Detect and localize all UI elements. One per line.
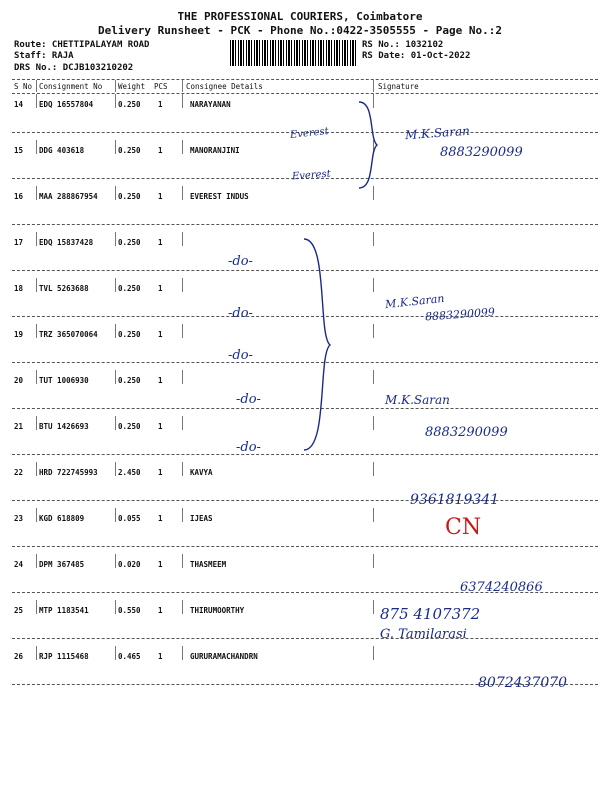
col-sno: S No bbox=[14, 82, 33, 91]
row-consignment-no: TVL 5263688 bbox=[39, 284, 89, 293]
col-divider bbox=[182, 370, 183, 384]
row-sno: 15 bbox=[14, 146, 24, 155]
col-divider bbox=[373, 278, 374, 292]
col-divider bbox=[373, 600, 374, 614]
col-divider bbox=[115, 370, 116, 384]
row-consignee: IJEAS bbox=[190, 514, 213, 523]
col-divider bbox=[373, 324, 374, 338]
handwritten-ditto: -do- bbox=[228, 348, 253, 363]
rs-number: RS No.: 1032102 bbox=[362, 40, 444, 50]
col-divider bbox=[182, 140, 183, 154]
col-divider bbox=[182, 186, 183, 200]
col-divider bbox=[373, 370, 374, 384]
col-divider bbox=[36, 324, 37, 338]
drs-number: DRS No.: DCJB103210202 bbox=[14, 63, 134, 73]
signature-phone: 8883290099 bbox=[424, 305, 496, 324]
col-divider bbox=[182, 600, 183, 614]
signature: G. Tamilarasi bbox=[380, 627, 467, 642]
col-divider bbox=[36, 462, 37, 476]
col-divider bbox=[36, 278, 37, 292]
row-sno: 22 bbox=[14, 468, 24, 477]
col-divider bbox=[115, 462, 116, 476]
handwritten-ditto: -do- bbox=[236, 392, 261, 407]
row-consignee: MANORANJINI bbox=[190, 146, 240, 155]
col-divider bbox=[115, 140, 116, 154]
row-separator bbox=[12, 224, 598, 225]
row-consignment-no: DDG 403618 bbox=[39, 146, 85, 155]
brace-mark bbox=[298, 235, 338, 455]
row-pcs: 1 bbox=[158, 422, 163, 431]
col-consignment: Consignment No bbox=[39, 82, 103, 91]
row-separator bbox=[12, 546, 598, 547]
col-divider bbox=[36, 370, 37, 384]
col-divider bbox=[182, 324, 183, 338]
col-divider bbox=[36, 186, 37, 200]
col-divider bbox=[115, 94, 116, 108]
col-divider bbox=[373, 508, 374, 522]
col-divider bbox=[373, 80, 374, 92]
route-label: Route: CHETTIPALAYAM ROAD bbox=[14, 40, 150, 50]
row-pcs: 1 bbox=[158, 192, 163, 201]
col-divider bbox=[36, 646, 37, 660]
rs-date: RS Date: 01-Oct-2022 bbox=[362, 51, 471, 61]
row-consignee: THASMEEM bbox=[190, 560, 227, 569]
row-weight: 0.250 bbox=[118, 376, 141, 385]
col-divider bbox=[115, 600, 116, 614]
row-consignment-no: TUT 1006930 bbox=[39, 376, 89, 385]
signature: M.K.Saran bbox=[385, 393, 450, 407]
row-sno: 21 bbox=[14, 422, 24, 431]
col-divider bbox=[36, 140, 37, 154]
row-weight: 0.020 bbox=[118, 560, 141, 569]
row-pcs: 1 bbox=[158, 606, 163, 615]
col-divider bbox=[115, 508, 116, 522]
col-consignee: Consignee Details bbox=[186, 82, 263, 91]
row-weight: 0.550 bbox=[118, 606, 141, 615]
row-consignment-no: EDQ 15837428 bbox=[39, 238, 94, 247]
signature-phone: 6374240866 bbox=[460, 580, 543, 595]
row-pcs: 1 bbox=[158, 560, 163, 569]
col-divider bbox=[182, 80, 183, 92]
row-pcs: 1 bbox=[158, 514, 163, 523]
col-divider bbox=[373, 232, 374, 246]
col-divider bbox=[182, 94, 183, 108]
col-divider bbox=[115, 324, 116, 338]
runsheet-title: THE PROFESSIONAL COURIERS, Coimbatore bbox=[177, 10, 423, 23]
col-divider bbox=[115, 554, 116, 568]
row-pcs: 1 bbox=[158, 238, 163, 247]
col-weight: Weight bbox=[118, 82, 146, 91]
col-divider bbox=[182, 232, 183, 246]
signature: M.K.Saran bbox=[404, 123, 471, 143]
signature-phone: 8883290099 bbox=[440, 145, 523, 160]
row-pcs: 1 bbox=[158, 100, 163, 109]
row-consignment-no: TRZ 365070064 bbox=[39, 330, 98, 339]
col-divider bbox=[373, 462, 374, 476]
row-consignee: THIRUMOORTHY bbox=[190, 606, 245, 615]
col-divider bbox=[373, 646, 374, 660]
row-sno: 17 bbox=[14, 238, 24, 247]
col-divider bbox=[373, 416, 374, 430]
row-consignee: EVEREST INDUS bbox=[190, 192, 249, 201]
col-divider bbox=[36, 508, 37, 522]
col-divider bbox=[182, 462, 183, 476]
row-consignment-no: DPM 367485 bbox=[39, 560, 85, 569]
row-consignment-no: KGD 618809 bbox=[39, 514, 85, 523]
row-weight: 0.250 bbox=[118, 422, 141, 431]
header-top-line bbox=[12, 79, 598, 80]
row-sno: 24 bbox=[14, 560, 24, 569]
row-sno: 16 bbox=[14, 192, 24, 201]
col-pcs: PCS bbox=[154, 82, 168, 91]
row-consignee: KAVYA bbox=[190, 468, 213, 477]
col-divider bbox=[36, 80, 37, 92]
row-consignment-no: RJP 1115468 bbox=[39, 652, 89, 661]
row-pcs: 1 bbox=[158, 468, 163, 477]
row-consignment-no: HRD 722745993 bbox=[39, 468, 98, 477]
row-weight: 2.450 bbox=[118, 468, 141, 477]
row-sno: 25 bbox=[14, 606, 24, 615]
row-weight: 0.250 bbox=[118, 192, 141, 201]
row-weight: 0.250 bbox=[118, 238, 141, 247]
col-divider bbox=[182, 554, 183, 568]
row-pcs: 1 bbox=[158, 652, 163, 661]
row-sno: 23 bbox=[14, 514, 24, 523]
row-pcs: 1 bbox=[158, 330, 163, 339]
col-signature: Signature bbox=[378, 82, 419, 91]
row-consignee: NARAYANAN bbox=[190, 100, 231, 109]
col-divider bbox=[115, 416, 116, 430]
row-weight: 0.250 bbox=[118, 100, 141, 109]
row-consignment-no: MAA 288867954 bbox=[39, 192, 98, 201]
signature-phone: 8883290099 bbox=[425, 425, 508, 440]
runsheet-subtitle: Delivery Runsheet - PCK - Phone No.:0422-3505555 - Page No.:2 bbox=[98, 24, 502, 37]
col-divider bbox=[182, 278, 183, 292]
staff-label: Staff: RAJA bbox=[14, 51, 74, 61]
row-pcs: 1 bbox=[158, 284, 163, 293]
row-sno: 18 bbox=[14, 284, 24, 293]
row-weight: 0.250 bbox=[118, 284, 141, 293]
barcode bbox=[230, 40, 356, 66]
col-divider bbox=[36, 554, 37, 568]
row-sno: 20 bbox=[14, 376, 24, 385]
brace-mark bbox=[355, 98, 385, 193]
row-weight: 0.055 bbox=[118, 514, 141, 523]
row-weight: 0.250 bbox=[118, 146, 141, 155]
col-divider bbox=[36, 232, 37, 246]
col-divider bbox=[373, 554, 374, 568]
handwritten-everest: Everest bbox=[291, 168, 332, 183]
col-divider bbox=[182, 416, 183, 430]
col-divider bbox=[115, 80, 116, 92]
row-separator bbox=[12, 638, 598, 639]
col-divider bbox=[115, 186, 116, 200]
handwritten-everest: Everest bbox=[289, 126, 330, 141]
col-divider bbox=[115, 232, 116, 246]
row-weight: 0.465 bbox=[118, 652, 141, 661]
header-bottom-line bbox=[12, 93, 598, 94]
col-divider bbox=[182, 508, 183, 522]
col-divider bbox=[115, 646, 116, 660]
handwritten-ditto: -do- bbox=[228, 306, 253, 321]
signature-phone: 875 4107372 bbox=[380, 605, 481, 623]
col-divider bbox=[115, 278, 116, 292]
col-divider bbox=[36, 416, 37, 430]
row-consignment-no: EDQ 16557804 bbox=[39, 100, 94, 109]
row-separator bbox=[12, 500, 598, 501]
signature-phone: 9361819341 bbox=[410, 492, 500, 508]
row-weight: 0.250 bbox=[118, 330, 141, 339]
row-consignment-no: BTU 1426693 bbox=[39, 422, 89, 431]
col-divider bbox=[36, 94, 37, 108]
row-consignee: GURURAMACHANDRN bbox=[190, 652, 258, 661]
handwritten-ditto: -do- bbox=[236, 440, 261, 455]
row-pcs: 1 bbox=[158, 146, 163, 155]
signature-mark: CN bbox=[445, 515, 482, 540]
row-sno: 26 bbox=[14, 652, 24, 661]
signature: M.K.Saran bbox=[384, 291, 445, 312]
col-divider bbox=[36, 600, 37, 614]
row-sno: 19 bbox=[14, 330, 24, 339]
col-divider bbox=[182, 646, 183, 660]
row-sno: 14 bbox=[14, 100, 24, 109]
handwritten-ditto: -do- bbox=[228, 254, 253, 269]
row-pcs: 1 bbox=[158, 376, 163, 385]
signature-phone: 8072437070 bbox=[478, 675, 568, 691]
row-consignment-no: MTP 1183541 bbox=[39, 606, 89, 615]
